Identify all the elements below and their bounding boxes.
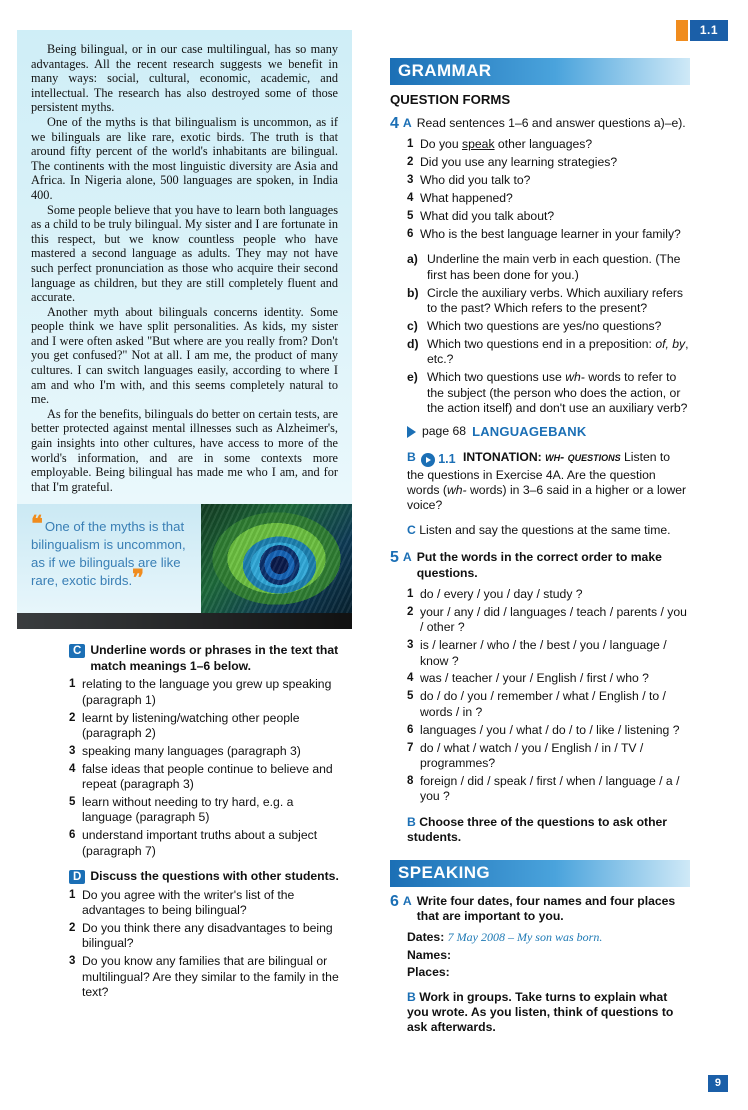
exercise-4a-questions	[390, 252, 690, 416]
item-number: 3	[407, 639, 414, 652]
exercise-5a-instruction: Put the words in the correct order to make questions.	[416, 550, 662, 580]
item-number: 4	[69, 762, 76, 775]
speaking-fields	[390, 930, 690, 980]
exercise-4a-instruction: Read sentences 1–6 and answer questions a)–e).	[416, 116, 686, 130]
intonation-label: INTONATION:	[462, 449, 542, 464]
item-label: d)	[407, 336, 419, 351]
item-text: Who did you talk to?	[420, 173, 531, 188]
item-text: Which two questions use wh- words to refer to the subject (the person who does the action, or the action itself) and don't use an auxiliary verb?	[427, 370, 688, 415]
left-exercises	[17, 643, 352, 1000]
item-text: do / every / you / day / study ?	[420, 586, 583, 601]
reading-paragraph-5: As for the benefits, bilinguals do better on certain tests, are better protected against mental illnesses such as Alzheimer's, gain insights into other cultures, have access to more of the world's information, and are in some contexts more employable. Being bilingual has made me who I am, and for that I'm grateful.	[31, 406, 338, 494]
item-number: 4	[407, 192, 414, 205]
list-item	[407, 605, 690, 636]
reading-paragraph-2: One of the myths is that bilingualism is uncommon, as if we bilinguals are like rare, exotic birds. The truth is that around fifty percent of the world's inhabitants are bilingual. The continents with the most linguistic diversity are Asia and Africa. In Nigeria alone, 500 languages are spoken, in India 400.	[31, 114, 338, 202]
pull-quote-row	[17, 504, 352, 613]
item-number: 1	[407, 138, 414, 151]
item-text: relating to the language you grew up speaking (paragraph 1)	[82, 677, 332, 707]
list-item	[407, 587, 690, 602]
exercise-6b	[390, 990, 690, 1036]
unit-badge-tab	[676, 20, 688, 41]
reading-paragraph-4: Another myth about bilinguals concerns identity. Some people think we have split personalities. As kids, my sister and I were often asked "But where are you really from? Don't you get confused?" Not at all. I am me, the product of many cultures. I can switch languages easily, according to where I am and who I'm with, and this seems completely natural to me.	[31, 304, 338, 407]
pull-quote-text: One of the myths is that bilingualism is uncommon, as if we bilinguals are like rare, exotic birds.	[31, 519, 186, 589]
exercise-6	[390, 894, 690, 1036]
exercise-c-instruction: Underline words or phrases in the text that match meanings 1–6 below.	[90, 643, 339, 673]
exercise-4b-instruction: Listen to the questions in Exercise 4A. Are the question words (wh- words) in 3–6 said in a higher or a lower voice?	[407, 449, 687, 513]
exercise-4a-sentences	[390, 137, 690, 242]
exercise-5a-letter: A	[402, 550, 412, 565]
languagebank-label-1: LANGUAGE	[472, 424, 549, 440]
item-text: Circle the auxiliary verbs. Which auxiliary refers to the past? Which refers to the present?	[427, 285, 684, 316]
list-item	[407, 286, 690, 317]
list-item	[69, 828, 344, 859]
list-item	[407, 689, 690, 720]
play-icon	[421, 453, 435, 467]
speaking-section-header: SPEAKING	[390, 860, 690, 887]
reading-paragraph-3: Some people believe that you have to learn both languages as a child to be truly bilingual. My sister and I are fortunate in this respect, but we know countless people who have mastered a second language as adults. They may not have such perfect pronunciation as those who acquire their second language as children, but they are still completely fluent and accurate.	[31, 202, 338, 305]
languagebank-page: page 68	[422, 424, 467, 439]
exercise-6b-instruction: Work in groups. Take turns to explain what you wrote. As you listen, think of questions to ask afterwards.	[407, 989, 674, 1035]
field-places[interactable]	[407, 965, 690, 980]
peacock-feather-photo	[201, 504, 352, 613]
item-text: Which two questions are yes/no questions?	[427, 318, 662, 333]
list-item	[69, 677, 344, 708]
exercise-4	[390, 116, 690, 538]
exercise-5	[390, 550, 690, 845]
exercise-4c-instruction: Listen and say the questions at the same time.	[419, 522, 671, 537]
quote-close-icon: ❞	[132, 565, 144, 591]
list-item	[407, 774, 690, 805]
field-names[interactable]	[407, 948, 690, 963]
item-number: 4	[407, 672, 414, 685]
item-text: do / do / you / remember / what / English / to / words / in ?	[420, 689, 666, 719]
exercise-4b	[390, 450, 690, 514]
exercise-c-heading	[69, 643, 344, 674]
item-number: 6	[69, 829, 76, 842]
exercise-4a-letter: A	[402, 116, 412, 130]
field-names-label: Names:	[407, 947, 452, 962]
item-label: c)	[407, 318, 418, 333]
exercise-4c-letter: C	[407, 522, 416, 537]
field-dates-label: Dates:	[407, 930, 445, 945]
exercise-4a-heading	[390, 116, 690, 131]
item-text: speaking many languages (paragraph 3)	[82, 743, 301, 758]
field-dates-value: 7 May 2008 – My son was born.	[447, 930, 603, 945]
pull-quote-box	[17, 504, 201, 613]
triangle-right-icon	[407, 426, 416, 438]
item-text: languages / you / what / do / to / like / listening ?	[420, 722, 680, 737]
list-item	[407, 209, 690, 224]
exercise-d-letter: D	[69, 870, 85, 884]
list-item	[407, 155, 690, 170]
item-text: Do you speak other languages?	[420, 137, 593, 152]
audio-track-number: 1.1	[438, 452, 456, 467]
list-item	[407, 173, 690, 188]
item-number: 2	[407, 605, 414, 618]
item-number: 1	[69, 888, 76, 901]
list-item	[69, 888, 344, 919]
item-text: Did you use any learning strategies?	[420, 155, 618, 170]
item-text: Which two questions end in a preposition: of, by, etc.?	[427, 336, 689, 367]
item-text: do / what / watch / you / English / in / TV / programmes?	[420, 740, 644, 771]
item-text: Do you know any families that are bilingual or multilingual? Are they similar to the family in the text?	[82, 954, 339, 1000]
list-item	[407, 319, 690, 334]
languagebank-label-2: BANK	[548, 424, 587, 440]
unit-badge	[690, 20, 728, 41]
list-item	[407, 191, 690, 206]
item-text: foreign / did / speak / first / when / language / a / you ?	[420, 773, 680, 804]
list-item	[69, 744, 344, 759]
item-number: 6	[407, 227, 414, 240]
exercise-6a-heading	[390, 894, 690, 925]
item-number: 2	[69, 921, 76, 934]
item-number: 1	[407, 587, 414, 600]
item-text: was / teacher / your / English / first / who ?	[420, 671, 649, 686]
item-number: 8	[407, 774, 414, 787]
right-column	[390, 58, 690, 1036]
item-text: Underline the main verb in each question. (The first has been done for you.)	[427, 252, 681, 282]
item-text: understand important truths about a subject (paragraph 7)	[82, 828, 318, 858]
exercise-5a-list	[390, 587, 690, 805]
item-number: 3	[69, 955, 76, 968]
left-column	[17, 30, 352, 1010]
item-text: false ideas that people continue to believe and repeat (paragraph 3)	[82, 761, 333, 792]
list-item	[407, 671, 690, 686]
exercise-d-heading	[69, 869, 344, 884]
feather-texture	[201, 504, 352, 613]
intonation-topic: wh- questions	[545, 449, 621, 464]
item-number: 1	[69, 678, 76, 691]
list-item	[407, 741, 690, 772]
pull-quote-text-wrap	[31, 511, 191, 591]
exercise-4b-letter: B	[407, 449, 416, 464]
photo-bottom-band	[17, 613, 352, 629]
item-number: 3	[69, 744, 76, 757]
item-number: 5	[407, 210, 414, 223]
item-text: Who is the best language learner in your family?	[420, 226, 681, 241]
list-item	[69, 762, 344, 793]
item-text: What did you talk about?	[420, 209, 555, 224]
exercise-c-list	[69, 677, 344, 859]
list-item	[407, 252, 690, 283]
exercise-4-number: 4	[390, 115, 399, 132]
item-label: e)	[407, 370, 418, 385]
unit-badge-label: 1.1	[699, 23, 718, 37]
exercise-d-instruction: Discuss the questions with other students.	[90, 869, 339, 884]
item-text: your / any / did / languages / teach / parents / you / other ?	[420, 604, 687, 635]
exercise-6a-instruction: Write four dates, four names and four places that are important to you.	[416, 893, 676, 923]
exercise-5a-heading	[390, 550, 690, 581]
exercise-5b-letter: B	[407, 814, 416, 829]
item-number: 2	[407, 156, 414, 169]
reading-text-panel	[17, 30, 352, 504]
item-text: is / learner / who / the / best / you / language / know ?	[420, 638, 667, 668]
exercise-4c	[390, 523, 690, 538]
exercise-6b-letter: B	[407, 989, 416, 1004]
list-item	[69, 711, 344, 742]
languagebank-label	[472, 424, 586, 439]
field-places-label: Places:	[407, 965, 450, 980]
grammar-subtitle: QUESTION FORMS	[390, 92, 511, 107]
item-text: Do you agree with the writer's list of the advantages to being bilingual?	[82, 887, 295, 917]
list-item	[407, 638, 690, 669]
exercise-d-list	[69, 888, 344, 1001]
exercise-6-number: 6	[390, 892, 399, 910]
list-item	[407, 337, 690, 368]
page-number: 9	[708, 1075, 728, 1092]
item-label: a)	[407, 252, 418, 267]
exercise-6a-letter: A	[402, 893, 412, 908]
list-item	[407, 723, 690, 738]
item-number: 5	[407, 690, 414, 703]
item-number: 3	[407, 174, 414, 187]
field-dates[interactable]	[407, 930, 690, 945]
item-number: 7	[407, 741, 414, 754]
item-text: learnt by listening/watching other people (paragraph 2)	[82, 710, 300, 740]
list-item	[69, 954, 344, 1000]
exercise-c-letter: C	[69, 644, 85, 658]
exercise-5b	[390, 815, 690, 846]
list-item	[407, 227, 690, 242]
item-label: b)	[407, 285, 419, 300]
audio-track-button[interactable]	[421, 452, 455, 467]
languagebank-reference[interactable]	[390, 424, 690, 439]
quote-open-icon: ❝	[31, 511, 43, 537]
list-item	[407, 137, 690, 152]
list-item	[407, 370, 690, 416]
item-text: What happened?	[420, 191, 513, 206]
item-number: 2	[69, 711, 76, 724]
exercise-5-number: 5	[390, 549, 399, 567]
list-item	[69, 921, 344, 952]
item-text: Do you think there any disadvantages to being bilingual?	[82, 920, 333, 951]
item-number: 6	[407, 723, 414, 736]
exercise-5b-instruction: Choose three of the questions to ask other students.	[407, 814, 668, 845]
item-number: 5	[69, 796, 76, 809]
item-text: learn without needing to try hard, e.g. a language (paragraph 5)	[82, 795, 294, 825]
reading-paragraph-1: Being bilingual, or in our case multilingual, has so many advantages. All the recent research suggests we benefit in many ways: social, cultural, economic, academic, and intellectual. The research has also destroyed some of those persistent myths.	[31, 42, 338, 115]
grammar-section-header: GRAMMAR	[390, 58, 690, 85]
list-item	[69, 795, 344, 826]
